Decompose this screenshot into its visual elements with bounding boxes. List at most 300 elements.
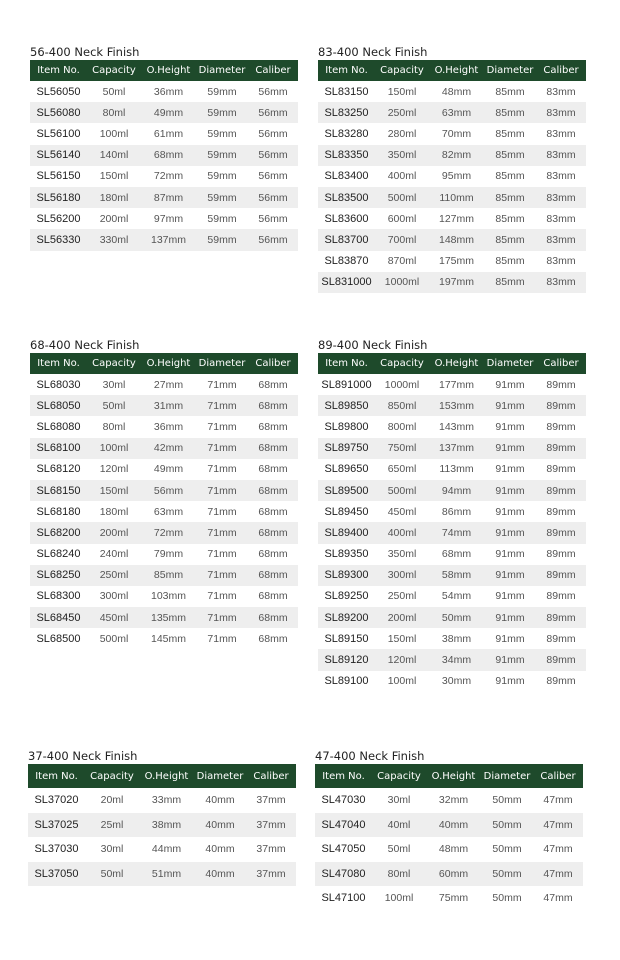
table-cell: 42mm (141, 438, 196, 459)
table-cell: 145mm (150, 632, 186, 645)
table-cell: 32mm (438, 794, 469, 807)
column-header: Item No. (28, 764, 85, 788)
column-header: Diameter (196, 60, 248, 81)
item-number: SL56180 (30, 187, 87, 208)
item-number: SL56050 (36, 85, 81, 98)
table-cell: 177mm (438, 378, 474, 391)
table-cell: 200ml (99, 212, 129, 225)
table-row (30, 544, 298, 565)
table-row (30, 480, 298, 501)
table-header-row (30, 353, 298, 374)
table-cell: 750ml (375, 438, 429, 459)
table-row (318, 208, 586, 229)
table-row (318, 395, 586, 416)
item-number: SL68100 (30, 438, 87, 459)
table-cell: 71mm (207, 505, 237, 518)
table-header-row (30, 60, 298, 81)
table-row (30, 145, 298, 166)
table-cell: 153mm (429, 395, 484, 416)
item-number: SL37050 (28, 862, 85, 887)
table-cell: 250ml (375, 102, 429, 123)
table-cell: 36mm (153, 420, 184, 433)
table-row (28, 862, 296, 887)
table-cell: 83mm (546, 127, 576, 140)
table-cell: 56mm (258, 85, 288, 98)
table-cell: 85mm (495, 170, 525, 183)
item-number: SL83400 (324, 170, 369, 183)
table-cell: 68mm (248, 395, 298, 416)
item-number: SL83500 (318, 187, 375, 208)
table-cell: 37mm (256, 794, 286, 807)
table-cell: 40mm (426, 813, 481, 838)
table-cell: 71mm (196, 565, 248, 586)
item-number: SL89500 (318, 480, 375, 501)
column-header: Item No. (318, 353, 375, 374)
item-number: SL56200 (36, 212, 81, 225)
table-row (28, 837, 296, 862)
table-cell: 91mm (484, 607, 536, 628)
item-number: SL89150 (324, 632, 369, 645)
table-row (30, 166, 298, 187)
table-block-83-400 (318, 45, 586, 293)
column-header: O.Height (141, 353, 196, 374)
table-row (318, 480, 586, 501)
table-cell: 74mm (429, 522, 484, 543)
table-row (318, 145, 586, 166)
table-cell: 91mm (484, 649, 536, 670)
item-number: SL83280 (324, 127, 369, 140)
item-number: SL89750 (318, 438, 375, 459)
table-cell: 89mm (546, 378, 576, 391)
item-number: SL68120 (36, 463, 81, 476)
table-cell: 40mm (205, 843, 235, 856)
table-cell: 59mm (196, 145, 248, 166)
table-cell: 79mm (153, 548, 184, 561)
table-cell: 30ml (100, 843, 124, 856)
column-header: Item No. (315, 764, 372, 788)
table-cell: 85mm (484, 145, 536, 166)
item-number: SL89650 (324, 463, 369, 476)
table-cell: 89mm (546, 548, 576, 561)
table-cell: 600ml (387, 212, 417, 225)
table-cell: 71mm (207, 420, 237, 433)
table-cell: 80ml (372, 862, 426, 887)
table-cell: 91mm (484, 565, 536, 586)
table-cell: 68mm (258, 590, 288, 603)
table-row (30, 459, 298, 480)
table-row (318, 251, 586, 272)
table-cell: 68mm (248, 480, 298, 501)
table-cell: 49mm (153, 463, 184, 476)
table-cell: 56mm (141, 480, 196, 501)
table-cell: 89mm (536, 438, 586, 459)
table-title: 37-400 Neck Finish (28, 749, 138, 763)
column-header: Diameter (196, 353, 248, 374)
item-number: SL56100 (36, 127, 81, 140)
table-title: 47-400 Neck Finish (315, 749, 425, 763)
item-number: SL47050 (321, 843, 366, 856)
table-cell: 800ml (387, 420, 417, 433)
table-cell: 50mm (429, 607, 484, 628)
item-number: SL56080 (30, 102, 87, 123)
column-header: O.Height (139, 764, 194, 788)
item-number: SL37025 (28, 813, 85, 838)
table-cell: 56mm (258, 127, 288, 140)
table-row (318, 522, 586, 543)
table-cell: 91mm (484, 522, 536, 543)
table-cell: 500ml (375, 480, 429, 501)
table-cell: 89mm (546, 463, 576, 476)
column-header: Capacity (85, 764, 139, 788)
table-row (318, 544, 586, 565)
item-number: SL89450 (324, 505, 369, 518)
table-cell: 89mm (546, 590, 576, 603)
table-cell: 71mm (196, 438, 248, 459)
table-cell: 58mm (429, 565, 484, 586)
table-cell: 40ml (372, 813, 426, 838)
table-cell: 91mm (495, 675, 525, 688)
table-title: 83-400 Neck Finish (318, 45, 428, 59)
table-cell: 30mm (441, 675, 472, 688)
table-cell: 44mm (151, 843, 182, 856)
table-cell: 200ml (375, 607, 429, 628)
table-row (315, 862, 583, 887)
table-cell: 40mm (194, 862, 246, 887)
item-number: SL68500 (36, 632, 81, 645)
column-header: Item No. (318, 60, 375, 81)
table-cell: 150ml (99, 170, 129, 183)
item-number: SL56150 (36, 170, 81, 183)
table-cell: 68mm (248, 438, 298, 459)
table-cell: 59mm (207, 212, 237, 225)
table-cell: 100ml (99, 127, 129, 140)
table-cell: 72mm (153, 170, 184, 183)
table-cell: 86mm (441, 505, 472, 518)
column-header: Caliber (246, 764, 296, 788)
table-block-68-400 (30, 338, 298, 649)
table-cell: 240ml (99, 548, 129, 561)
item-number: SL89400 (318, 522, 375, 543)
table-row (315, 886, 583, 911)
table-row (318, 628, 586, 649)
table-cell: 61mm (153, 127, 184, 140)
table-cell: 38mm (139, 813, 194, 838)
item-number: SL89200 (318, 607, 375, 628)
table-cell: 70mm (441, 127, 472, 140)
spec-table (30, 60, 298, 251)
table-row (30, 586, 298, 607)
table-cell: 150ml (387, 632, 417, 645)
table-cell: 50ml (85, 862, 139, 887)
table-cell: 175mm (438, 255, 474, 268)
table-cell: 280ml (387, 127, 417, 140)
table-row (318, 586, 586, 607)
table-cell: 68mm (258, 463, 288, 476)
item-number: SL47030 (321, 794, 366, 807)
column-header: Diameter (484, 60, 536, 81)
table-row (30, 123, 298, 144)
table-row (318, 607, 586, 628)
table-cell: 450ml (387, 505, 417, 518)
table-cell: 33mm (151, 794, 182, 807)
column-header: Capacity (375, 353, 429, 374)
table-cell: 200ml (87, 522, 141, 543)
table-cell: 68mm (248, 607, 298, 628)
column-header: Diameter (481, 764, 533, 788)
item-number: SL37020 (34, 794, 79, 807)
table-cell: 83mm (546, 170, 576, 183)
table-cell: 56mm (258, 212, 288, 225)
table-title: 56-400 Neck Finish (30, 45, 140, 59)
table-cell: 37mm (246, 862, 296, 887)
spec-table (28, 764, 296, 886)
table-cell: 59mm (196, 229, 248, 250)
table-row (318, 671, 586, 692)
table-cell: 68mm (248, 522, 298, 543)
table-row (30, 565, 298, 586)
table-row (30, 416, 298, 437)
table-row (318, 459, 586, 480)
table-row (318, 501, 586, 522)
table-cell: 56mm (248, 102, 298, 123)
item-number: SL68250 (30, 565, 87, 586)
table-cell: 330ml (87, 229, 141, 250)
table-cell: 48mm (438, 843, 469, 856)
table-cell: 40mm (194, 813, 246, 838)
table-row (28, 788, 296, 813)
item-number: SL89350 (324, 548, 369, 561)
column-header: O.Height (429, 353, 484, 374)
column-header: Capacity (87, 60, 141, 81)
table-cell: 56mm (248, 229, 298, 250)
item-number: SL68030 (36, 378, 81, 391)
table-cell: 54mm (441, 590, 472, 603)
table-header-row (318, 353, 586, 374)
table-cell: 50mm (492, 843, 522, 856)
item-number: SL68300 (36, 590, 81, 603)
table-cell: 63mm (153, 505, 184, 518)
table-cell: 120ml (99, 463, 129, 476)
table-row (30, 395, 298, 416)
item-number: SL68180 (36, 505, 81, 518)
table-cell: 350ml (387, 548, 417, 561)
table-cell: 75mm (438, 892, 469, 905)
table-cell: 40mm (205, 794, 235, 807)
table-cell: 180ml (99, 505, 129, 518)
column-header: Caliber (248, 353, 298, 374)
table-cell: 47mm (533, 813, 583, 838)
table-row (30, 187, 298, 208)
table-cell: 180ml (87, 187, 141, 208)
table-cell: 37mm (256, 843, 286, 856)
table-cell: 150ml (387, 85, 417, 98)
table-cell: 47mm (543, 794, 573, 807)
table-cell: 83mm (546, 212, 576, 225)
item-number: SL37030 (34, 843, 79, 856)
table-cell: 91mm (495, 548, 525, 561)
column-header: Item No. (30, 60, 87, 81)
table-cell: 400ml (375, 522, 429, 543)
table-cell: 120ml (375, 649, 429, 670)
table-row (315, 837, 583, 862)
column-header: Diameter (484, 353, 536, 374)
table-cell: 95mm (441, 170, 472, 183)
table-row (318, 123, 586, 144)
table-cell: 25ml (85, 813, 139, 838)
table-cell: 59mm (207, 127, 237, 140)
table-row (318, 102, 586, 123)
table-block-89-400 (318, 338, 586, 692)
spec-table (318, 353, 586, 692)
table-cell: 140ml (87, 145, 141, 166)
table-cell: 63mm (429, 102, 484, 123)
table-cell: 72mm (141, 522, 196, 543)
table-cell: 148mm (429, 229, 484, 250)
table-cell: 59mm (196, 102, 248, 123)
spec-table (315, 764, 583, 911)
table-cell: 56mm (258, 170, 288, 183)
column-header: Item No. (30, 353, 87, 374)
item-number: SL47100 (321, 892, 366, 905)
item-number: SL56330 (30, 229, 87, 250)
table-cell: 850ml (375, 395, 429, 416)
table-cell: 100ml (87, 438, 141, 459)
table-cell: 250ml (387, 590, 417, 603)
column-header: O.Height (429, 60, 484, 81)
table-row (318, 187, 586, 208)
table-cell: 91mm (484, 438, 536, 459)
table-cell: 83mm (536, 229, 586, 250)
table-header-row (28, 764, 296, 788)
table-cell: 83mm (536, 145, 586, 166)
item-number: SL56140 (30, 145, 87, 166)
table-cell: 38mm (441, 632, 472, 645)
table-cell: 350ml (375, 145, 429, 166)
table-cell: 20ml (100, 794, 124, 807)
item-number: SL68150 (30, 480, 87, 501)
table-cell: 71mm (196, 522, 248, 543)
table-cell: 68mm (258, 548, 288, 561)
item-number: SL83150 (324, 85, 369, 98)
table-cell: 91mm (495, 378, 525, 391)
table-cell: 110mm (429, 187, 484, 208)
table-cell: 50mm (492, 892, 522, 905)
table-row (30, 81, 298, 102)
table-cell: 91mm (495, 590, 525, 603)
table-cell: 127mm (438, 212, 474, 225)
table-cell: 85mm (484, 229, 536, 250)
table-cell: 83mm (546, 255, 576, 268)
item-number: SL83600 (324, 212, 369, 225)
table-cell: 91mm (495, 505, 525, 518)
table-block-56-400 (30, 45, 298, 251)
table-row (315, 813, 583, 838)
table-cell: 71mm (196, 607, 248, 628)
table-block-47-400 (315, 749, 583, 911)
table-cell: 87mm (141, 187, 196, 208)
table-row (30, 501, 298, 522)
table-header-row (318, 60, 586, 81)
table-cell: 89mm (536, 522, 586, 543)
table-cell: 89mm (536, 565, 586, 586)
item-number: SL89850 (318, 395, 375, 416)
item-number: SL83250 (318, 102, 375, 123)
table-cell: 59mm (207, 85, 237, 98)
table-cell: 137mm (141, 229, 196, 250)
table-cell: 68mm (258, 420, 288, 433)
table-cell: 250ml (87, 565, 141, 586)
item-number: SL47080 (315, 862, 372, 887)
table-row (318, 272, 586, 293)
table-cell: 450ml (87, 607, 141, 628)
column-header: Caliber (536, 353, 586, 374)
table-row (30, 522, 298, 543)
table-row (318, 438, 586, 459)
table-cell: 137mm (429, 438, 484, 459)
table-row (315, 788, 583, 813)
table-cell: 103mm (150, 590, 186, 603)
table-cell: 94mm (429, 480, 484, 501)
table-row (318, 374, 586, 395)
table-cell: 91mm (484, 480, 536, 501)
item-number: SL68450 (30, 607, 87, 628)
table-cell: 50ml (102, 85, 126, 98)
table-cell: 1000ml (384, 378, 420, 391)
table-row (30, 229, 298, 250)
table-cell: 71mm (207, 463, 237, 476)
table-cell: 59mm (207, 170, 237, 183)
column-header: Capacity (372, 764, 426, 788)
table-cell: 89mm (546, 420, 576, 433)
table-cell: 85mm (495, 85, 525, 98)
table-cell: 50ml (387, 843, 411, 856)
table-cell: 500ml (375, 187, 429, 208)
table-cell: 89mm (546, 675, 576, 688)
spec-table (30, 353, 298, 649)
table-cell: 135mm (141, 607, 196, 628)
table-cell: 68mm (258, 505, 288, 518)
table-cell: 91mm (495, 632, 525, 645)
table-cell: 50mm (481, 813, 533, 838)
table-cell: 50ml (87, 395, 141, 416)
table-row (30, 102, 298, 123)
table-cell: 48mm (441, 85, 472, 98)
table-cell: 400ml (387, 170, 417, 183)
table-cell: 50mm (481, 862, 533, 887)
table-cell: 56mm (248, 145, 298, 166)
table-row (30, 374, 298, 395)
table-cell: 97mm (153, 212, 184, 225)
table-cell: 56mm (248, 187, 298, 208)
table-cell: 89mm (536, 607, 586, 628)
table-row (318, 649, 586, 670)
item-number: SL68200 (30, 522, 87, 543)
table-cell: 71mm (207, 590, 237, 603)
table-cell: 100ml (387, 675, 417, 688)
table-cell: 91mm (495, 463, 525, 476)
table-cell: 89mm (546, 505, 576, 518)
table-cell: 300ml (375, 565, 429, 586)
table-cell: 197mm (429, 272, 484, 293)
table-cell: 700ml (375, 229, 429, 250)
table-row (318, 81, 586, 102)
column-header: Caliber (248, 60, 298, 81)
table-cell: 870ml (387, 255, 417, 268)
item-number: SL83700 (318, 229, 375, 250)
table-cell: 83mm (536, 102, 586, 123)
table-cell: 150ml (87, 480, 141, 501)
table-cell: 60mm (426, 862, 481, 887)
